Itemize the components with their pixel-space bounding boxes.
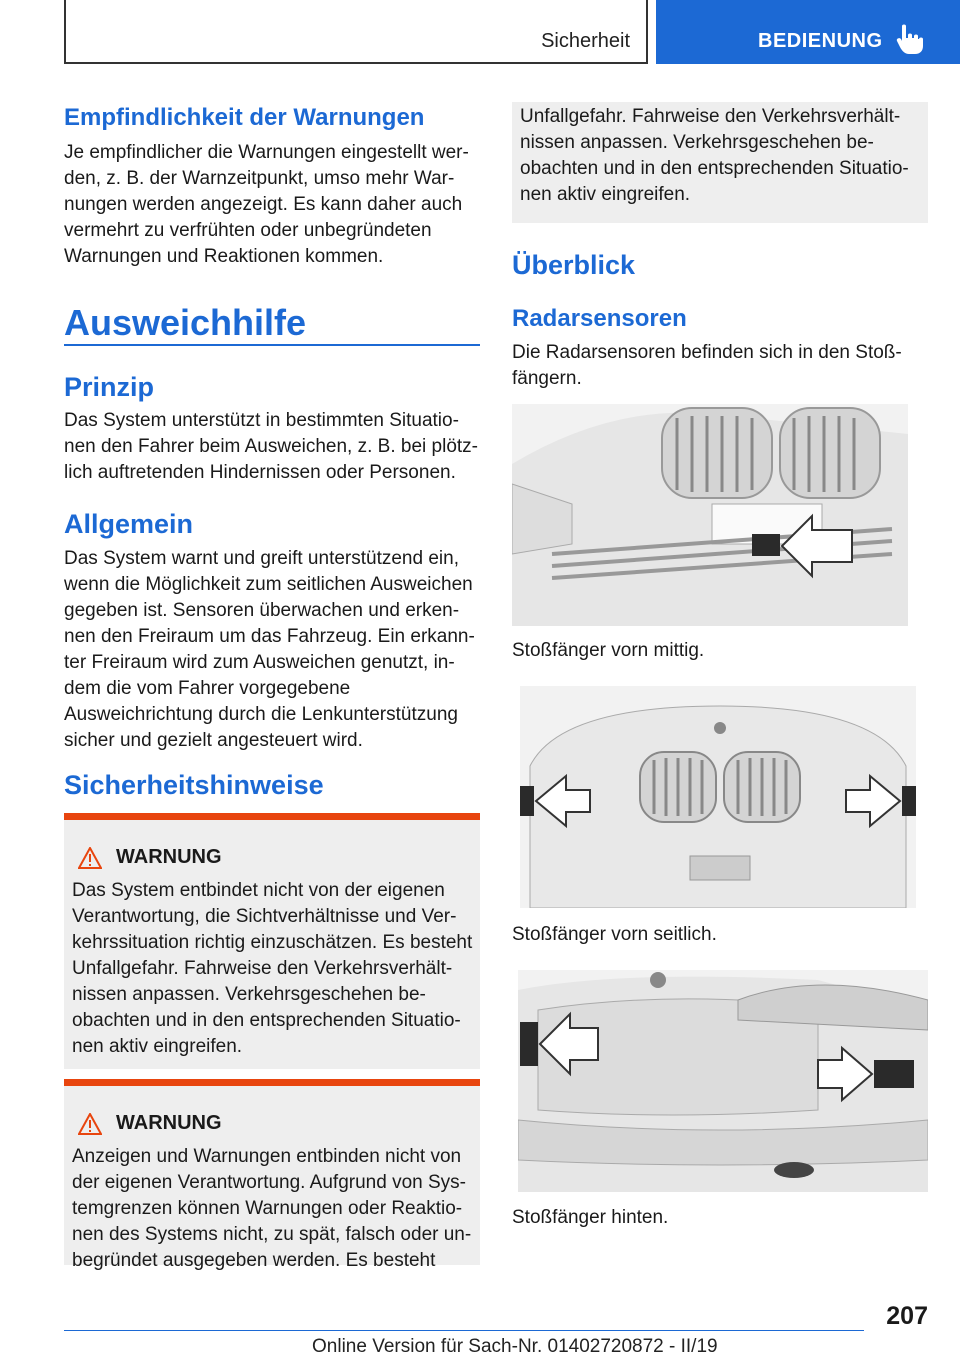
footer-text: Online Version für Sach-Nr. 01402720872 - II/19 xyxy=(312,1336,718,1357)
header-frame xyxy=(64,0,648,64)
warning-label: WARNUNG xyxy=(116,1112,222,1134)
section-title-sensitivity: Empfindlichkeit der Warnungen xyxy=(64,104,425,131)
figure-front-side xyxy=(520,686,916,908)
warning-line: Unfallgefahr. Fahrweise den Verkehrsverhält‐ xyxy=(520,106,901,127)
warning-box xyxy=(64,1079,480,1271)
paragraph-line: nungen werden angezeigt. Es kann daher auch xyxy=(64,194,463,215)
header-chapter-tab[interactable] xyxy=(656,0,960,64)
paragraph-line: den, z. B. der Warnzeitpunkt, umso mehr War‐ xyxy=(64,168,455,189)
paragraph-line: sicher und gezielt angesteuert wird. xyxy=(64,730,363,751)
warning-line: nen aktiv eingreifen. xyxy=(72,1036,243,1057)
warning-line: kehrssituation richtig einzuschätzen. Es besteht xyxy=(72,932,473,953)
paragraph-line: fängern. xyxy=(512,368,582,389)
warning-line: Das System entbindet nicht von der eigenen xyxy=(72,880,445,901)
warning-continuation-box xyxy=(512,102,928,223)
warning-line: obachten und in den entsprechenden Situatio‐ xyxy=(72,1010,461,1031)
paragraph-line: Warnungen und Reaktionen kommen. xyxy=(64,246,384,267)
warning-line: nen aktiv eingreifen. xyxy=(520,184,691,205)
warning-line: nen des Systems nicht, zu spät, falsch oder un‐ xyxy=(72,1224,472,1245)
paragraph-line: gegeben ist. Sensoren überwachen und erken‐ xyxy=(64,600,460,621)
page-number: 207 xyxy=(886,1302,928,1330)
warning-line: Unfallgefahr. Fahrweise den Verkehrsverhält‐ xyxy=(72,958,453,979)
paragraph-line: nen den Fahrer beim Ausweichen, z. B. bei plötz‐ xyxy=(64,436,479,457)
warning-line: obachten und in den entsprechenden Situatio‐ xyxy=(520,158,909,179)
warning-label: WARNUNG xyxy=(116,846,222,868)
paragraph-line: Das System warnt und greift unterstützend ein, xyxy=(64,548,459,569)
figure-caption: Stoßfänger vorn seitlich. xyxy=(512,924,717,945)
paragraph-line: Die Radarsensoren befinden sich in den Stoß‐ xyxy=(512,342,902,363)
warning-line: temgrenzen können Warnungen oder Reaktio‐ xyxy=(72,1198,463,1219)
warning-line: nissen anpassen. Verkehrsgeschehen be‐ xyxy=(520,132,874,153)
header-section-title: Sicherheit xyxy=(541,30,630,52)
figure-front-center xyxy=(512,404,908,626)
figure-rear xyxy=(518,970,928,1192)
warning-box xyxy=(64,813,480,1069)
figure-caption: Stoßfänger hinten. xyxy=(512,1207,669,1228)
warning-line: nissen anpassen. Verkehrsgeschehen be‐ xyxy=(72,984,426,1005)
warning-line: Anzeigen und Warnungen entbinden nicht von xyxy=(72,1146,462,1167)
pointing-hand-icon xyxy=(896,24,926,56)
section-title-radar: Radarsensoren xyxy=(512,305,687,332)
chapter-title: Ausweichhilfe xyxy=(64,302,307,343)
figure-caption: Stoßfänger vorn mittig. xyxy=(512,640,705,661)
warning-triangle-icon xyxy=(78,1113,102,1135)
paragraph-line: Ausweichrichtung durch die Lenkunterstützung xyxy=(64,704,458,725)
warning-triangle-icon xyxy=(78,847,102,869)
warning-line: Verantwortung, die Sichtverhältnisse und Ver‐ xyxy=(72,906,457,927)
warning-line: begründet ausgegeben werden. Es besteht xyxy=(72,1250,436,1271)
warning-line: der eigenen Verantwortung. Aufgrund von Sys‐ xyxy=(72,1172,466,1193)
section-title-allgemein: Allgemein xyxy=(64,509,194,539)
footer-rule xyxy=(64,1330,864,1331)
paragraph-line: wenn die Möglichkeit zum seitlichen Ausweichen xyxy=(64,574,473,595)
section-title-safety: Sicherheitshinweise xyxy=(64,770,324,800)
paragraph-line: ter Freiraum wird zum Ausweichen genutzt, in‐ xyxy=(64,652,455,673)
paragraph-line: Das System unterstützt in bestimmten Situatio‐ xyxy=(64,410,459,431)
paragraph-line: vermehrt zu verfrühten oder unbegründeten xyxy=(64,220,432,241)
paragraph-line: nen den Freiraum um das Fahrzeug. Ein erkann‐ xyxy=(64,626,475,647)
title-rule xyxy=(64,344,480,346)
section-title-prinzip: Prinzip xyxy=(64,372,155,402)
section-title-overview: Überblick xyxy=(512,250,636,280)
paragraph-line: Je empfindlicher die Warnungen eingestellt wer‐ xyxy=(64,142,469,163)
header-chapter-label: BEDIENUNG xyxy=(758,30,883,52)
paragraph-line: lich auftretenden Hindernissen oder Personen. xyxy=(64,462,456,483)
paragraph-line: dem die vom Fahrer vorgegebene xyxy=(64,678,351,699)
